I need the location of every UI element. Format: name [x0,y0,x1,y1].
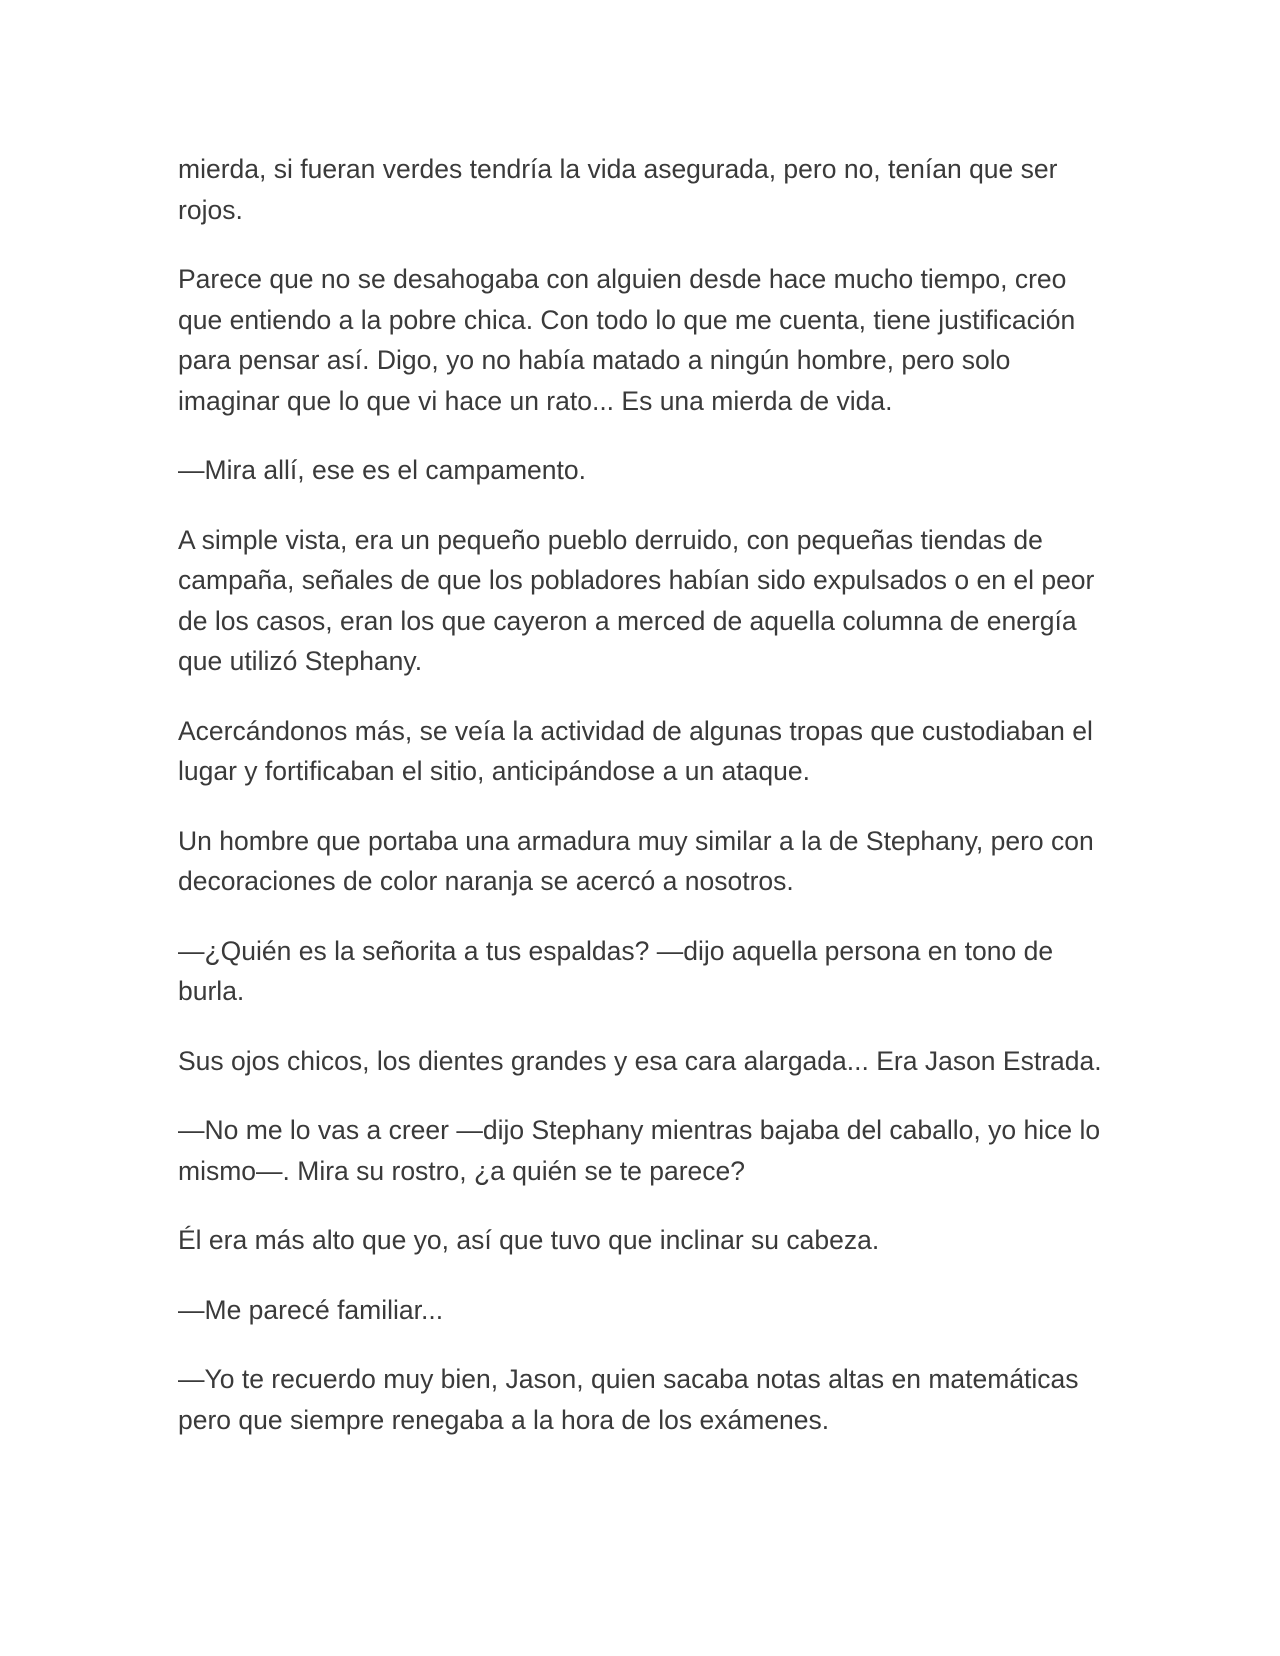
paragraph: mierda, si fueran verdes tendría la vida asegurada, pero no, tenían que ser rojos. [178,154,1058,225]
paragraph: Él era más alto que yo, así que tuvo que inclinar su cabeza. [178,1225,880,1255]
paragraph: Un hombre que portaba una armadura muy similar a la de Stephany, pero con decoraciones de color naranja se acercó a nosotros. [178,825,1094,896]
paragraph: —Yo te recuerdo muy bien, Jason, quien sacaba notas altas en matemáticas pero que siempre renegaba a la hora de los exámenes. [178,1364,1079,1435]
paragraph: —¿Quién es la señorita a tus espaldas? —dijo aquella persona en tono de burla. [178,935,1054,1006]
paragraph: A simple vista, era un pequeño pueblo derruido, con pequeñas tiendas de campaña, señales de que los pobladores habían sido expulsados o en el peor de los casos, eran los que cayeron a merced de aquella columna de energía que utilizó Stephany. [178,524,1095,676]
body-text [178,149,1108,1440]
paragraph: —Me parecé familiar... [178,1294,444,1325]
paragraph: —Mira allí, ese es el campamento. [178,455,586,485]
paragraph: Parece que no se desahogaba con alguien desde hace mucho tiempo, creo que entiendo a la pobre chica. Con todo lo que me cuenta, tiene justificación para pensar así. Digo, yo no había matado a ningún hombre, pero solo imaginar que lo que vi hace un rato... Es una mierda de vida. [178,264,1076,416]
paragraph: Acercándonos más, se veía la actividad de algunas tropas que custodiaban el lugar y fortificaban el sitio, anticipándose a un ataque. [178,715,1093,786]
paragraph: Sus ojos chicos, los dientes grandes y esa cara alargada... Era Jason Estrada. [178,1045,1102,1076]
paragraph: —No me lo vas a creer —dijo Stephany mientras bajaba del caballo, yo hice lo mismo—. Mira su rostro, ¿a quién se te parece? [178,1115,1101,1186]
